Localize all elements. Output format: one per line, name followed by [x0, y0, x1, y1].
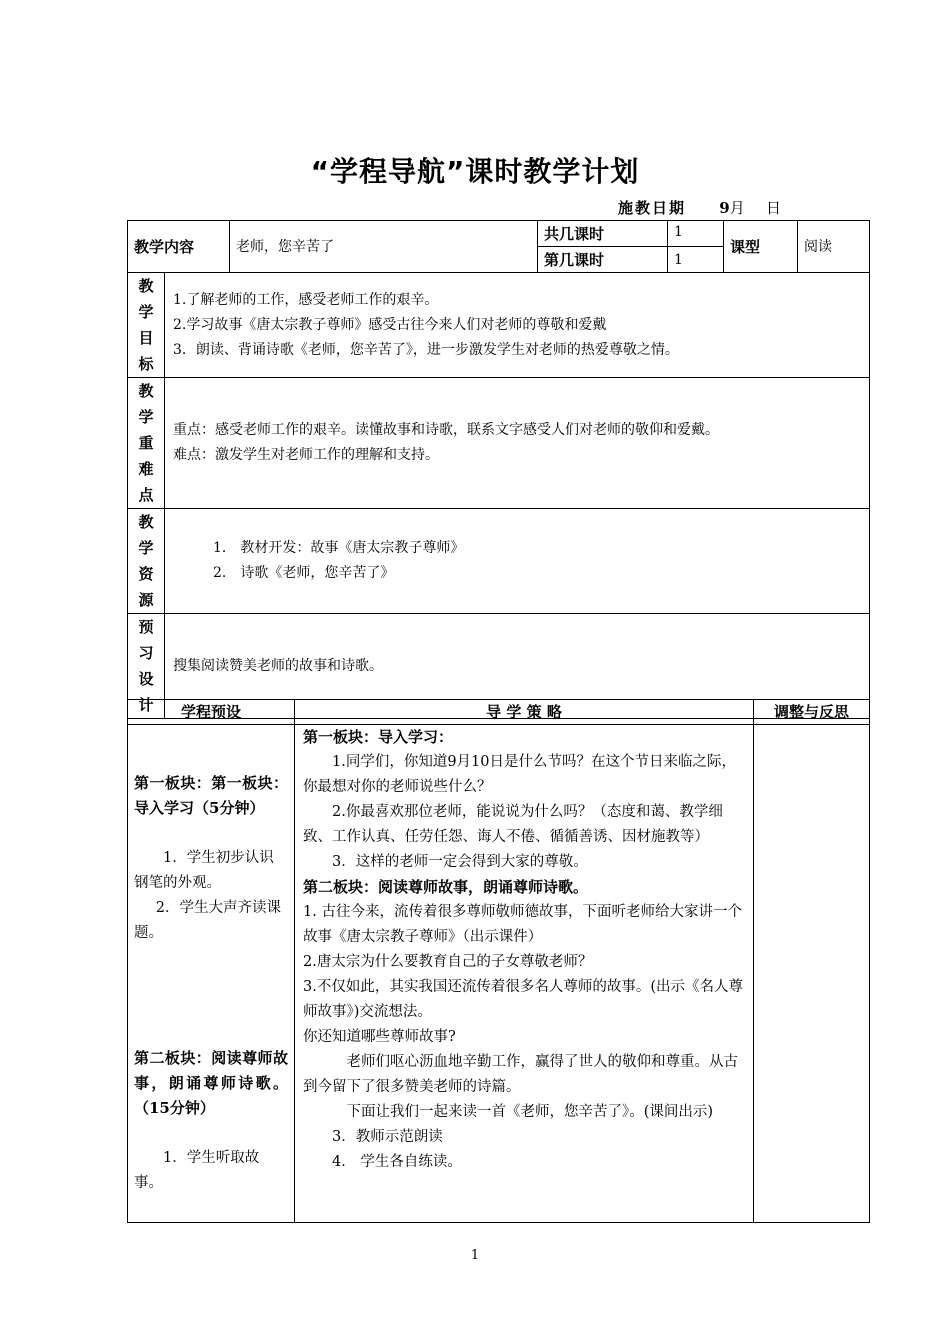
section-label: 教 学 目 标 [128, 273, 165, 378]
total-lessons-value: 1 [668, 221, 724, 247]
plan-header-strategy: 导 学 策 略 [295, 700, 754, 725]
page-title: “学程导航”课时教学计划 [310, 155, 640, 188]
lesson-plan-table [127, 699, 870, 1223]
section-content: 重点：感受老师工作的艰辛。读懂故事和诗歌，联系文字感受人们对老师的敬仰和爱戴。 难点：激发学生对老师工作的理解和支持。 [165, 378, 870, 509]
lesson-number-value: 1 [668, 247, 724, 273]
strategy-paragraph: 1. 古往今来，流传着很多尊师敬师德故事，下面听老师给大家讲一个故事《唐太宗教子尊师》（出示课件） [303, 904, 742, 945]
section-label: 预 习 设 计 [128, 614, 165, 719]
strategy-paragraph: 2.唐太宗为什么要教育自己的子女尊敬老师？ [303, 954, 593, 970]
strategy-paragraph: 3.不仅如此，其实我国还流传着很多名人尊师的故事。(出示《名人尊师故事》)交流想法。 [303, 979, 743, 1020]
section-content: 1.了解老师的工作，感受老师工作的艰辛。 2.学习故事《唐太宗教子尊师》感受古往今来人们对老师的尊敬和爱戴 3．朗读、背诵诗歌《老师，您辛苦了》，进一步激发学生对老师的热爱尊敬之情。 [165, 273, 870, 378]
strategy-paragraph: 3．这样的老师一定会得到大家的尊敬。 [332, 854, 588, 870]
plan-preset-column [128, 725, 295, 1223]
strategy-block2-title: 第二板块：阅读尊师故事，朗诵尊师诗歌。 [303, 878, 589, 896]
preset-block1-title: 第一板块：第一板块：导入学习（5分钟） [134, 774, 288, 817]
strategy-block1-title: 第一板块：导入学习： [303, 728, 454, 746]
section-resources [128, 509, 870, 614]
content-label: 教学内容 [128, 221, 230, 273]
type-value: 阅读 [798, 221, 870, 273]
page-number: 1 [470, 1248, 480, 1263]
type-label: 课型 [724, 221, 798, 273]
date-month: 月 [729, 199, 745, 217]
content-value: 老师，您辛苦了 [230, 221, 538, 273]
total-lessons-label: 共几课时 [538, 221, 668, 247]
preset-block2-title: 第二板块：阅读尊师故事，朗诵尊师诗歌。（15分钟） [134, 1049, 288, 1117]
date-day: 日 [765, 199, 781, 217]
section-label: 教 学 重 难 点 [128, 378, 165, 509]
strategy-paragraph: 2.你最喜欢那位老师，能说说为什么吗？（态度和蔼、教学细致、工作认真、任劳任怨、诲人不倦、循循善诱、因材施教等） [303, 804, 723, 845]
plan-strategy-column [295, 725, 754, 1223]
lesson-info-table [127, 220, 870, 719]
preset-block1-item1: 1．学生初步认识钢笔的外观。 [134, 850, 274, 891]
plan-reflection-column [754, 725, 870, 1223]
strategy-paragraph: 老师们呕心沥血地辛勤工作，赢得了世人的敬仰和尊重。从古到今留下了很多赞美老师的诗篇。 [303, 1054, 738, 1095]
lesson-number-label: 第几课时 [538, 247, 668, 273]
section-content: 搜集阅读赞美老师的故事和诗歌。 [165, 614, 870, 719]
strategy-paragraph: 3．教师示范朗读 [332, 1129, 443, 1145]
preset-block1-item2: 2．学生大声齐读课题。 [134, 900, 281, 941]
date-month-number: 9 [719, 199, 730, 217]
strategy-paragraph: 下面让我们一起来读一首《老师，您辛苦了》。(课间出示) [346, 1104, 714, 1120]
preset-block2-item1: 1．学生听取故事。 [134, 1150, 260, 1191]
strategy-paragraph: 1.同学们，你知道9月10日是什么节吗？在这个节日来临之际，你最想对你的老师说些什么？ [303, 754, 737, 795]
strategy-paragraph: 你还知道哪些尊师故事? [303, 1029, 456, 1045]
section-label: 教 学 资 源 [128, 509, 165, 614]
plan-header-preset: 学程预设 [128, 700, 295, 725]
plan-header-reflection: 调整与反思 [754, 700, 870, 725]
section-objectives [128, 273, 870, 378]
strategy-paragraph: 4． 学生各自练读。 [332, 1154, 462, 1170]
date-label: 施教日期 [618, 199, 687, 217]
section-content: 1． 教材开发：故事《唐太宗教子尊师》 2． 诗歌《老师，您辛苦了》 [165, 509, 870, 614]
section-key-points [128, 378, 870, 509]
teaching-date [618, 197, 781, 218]
